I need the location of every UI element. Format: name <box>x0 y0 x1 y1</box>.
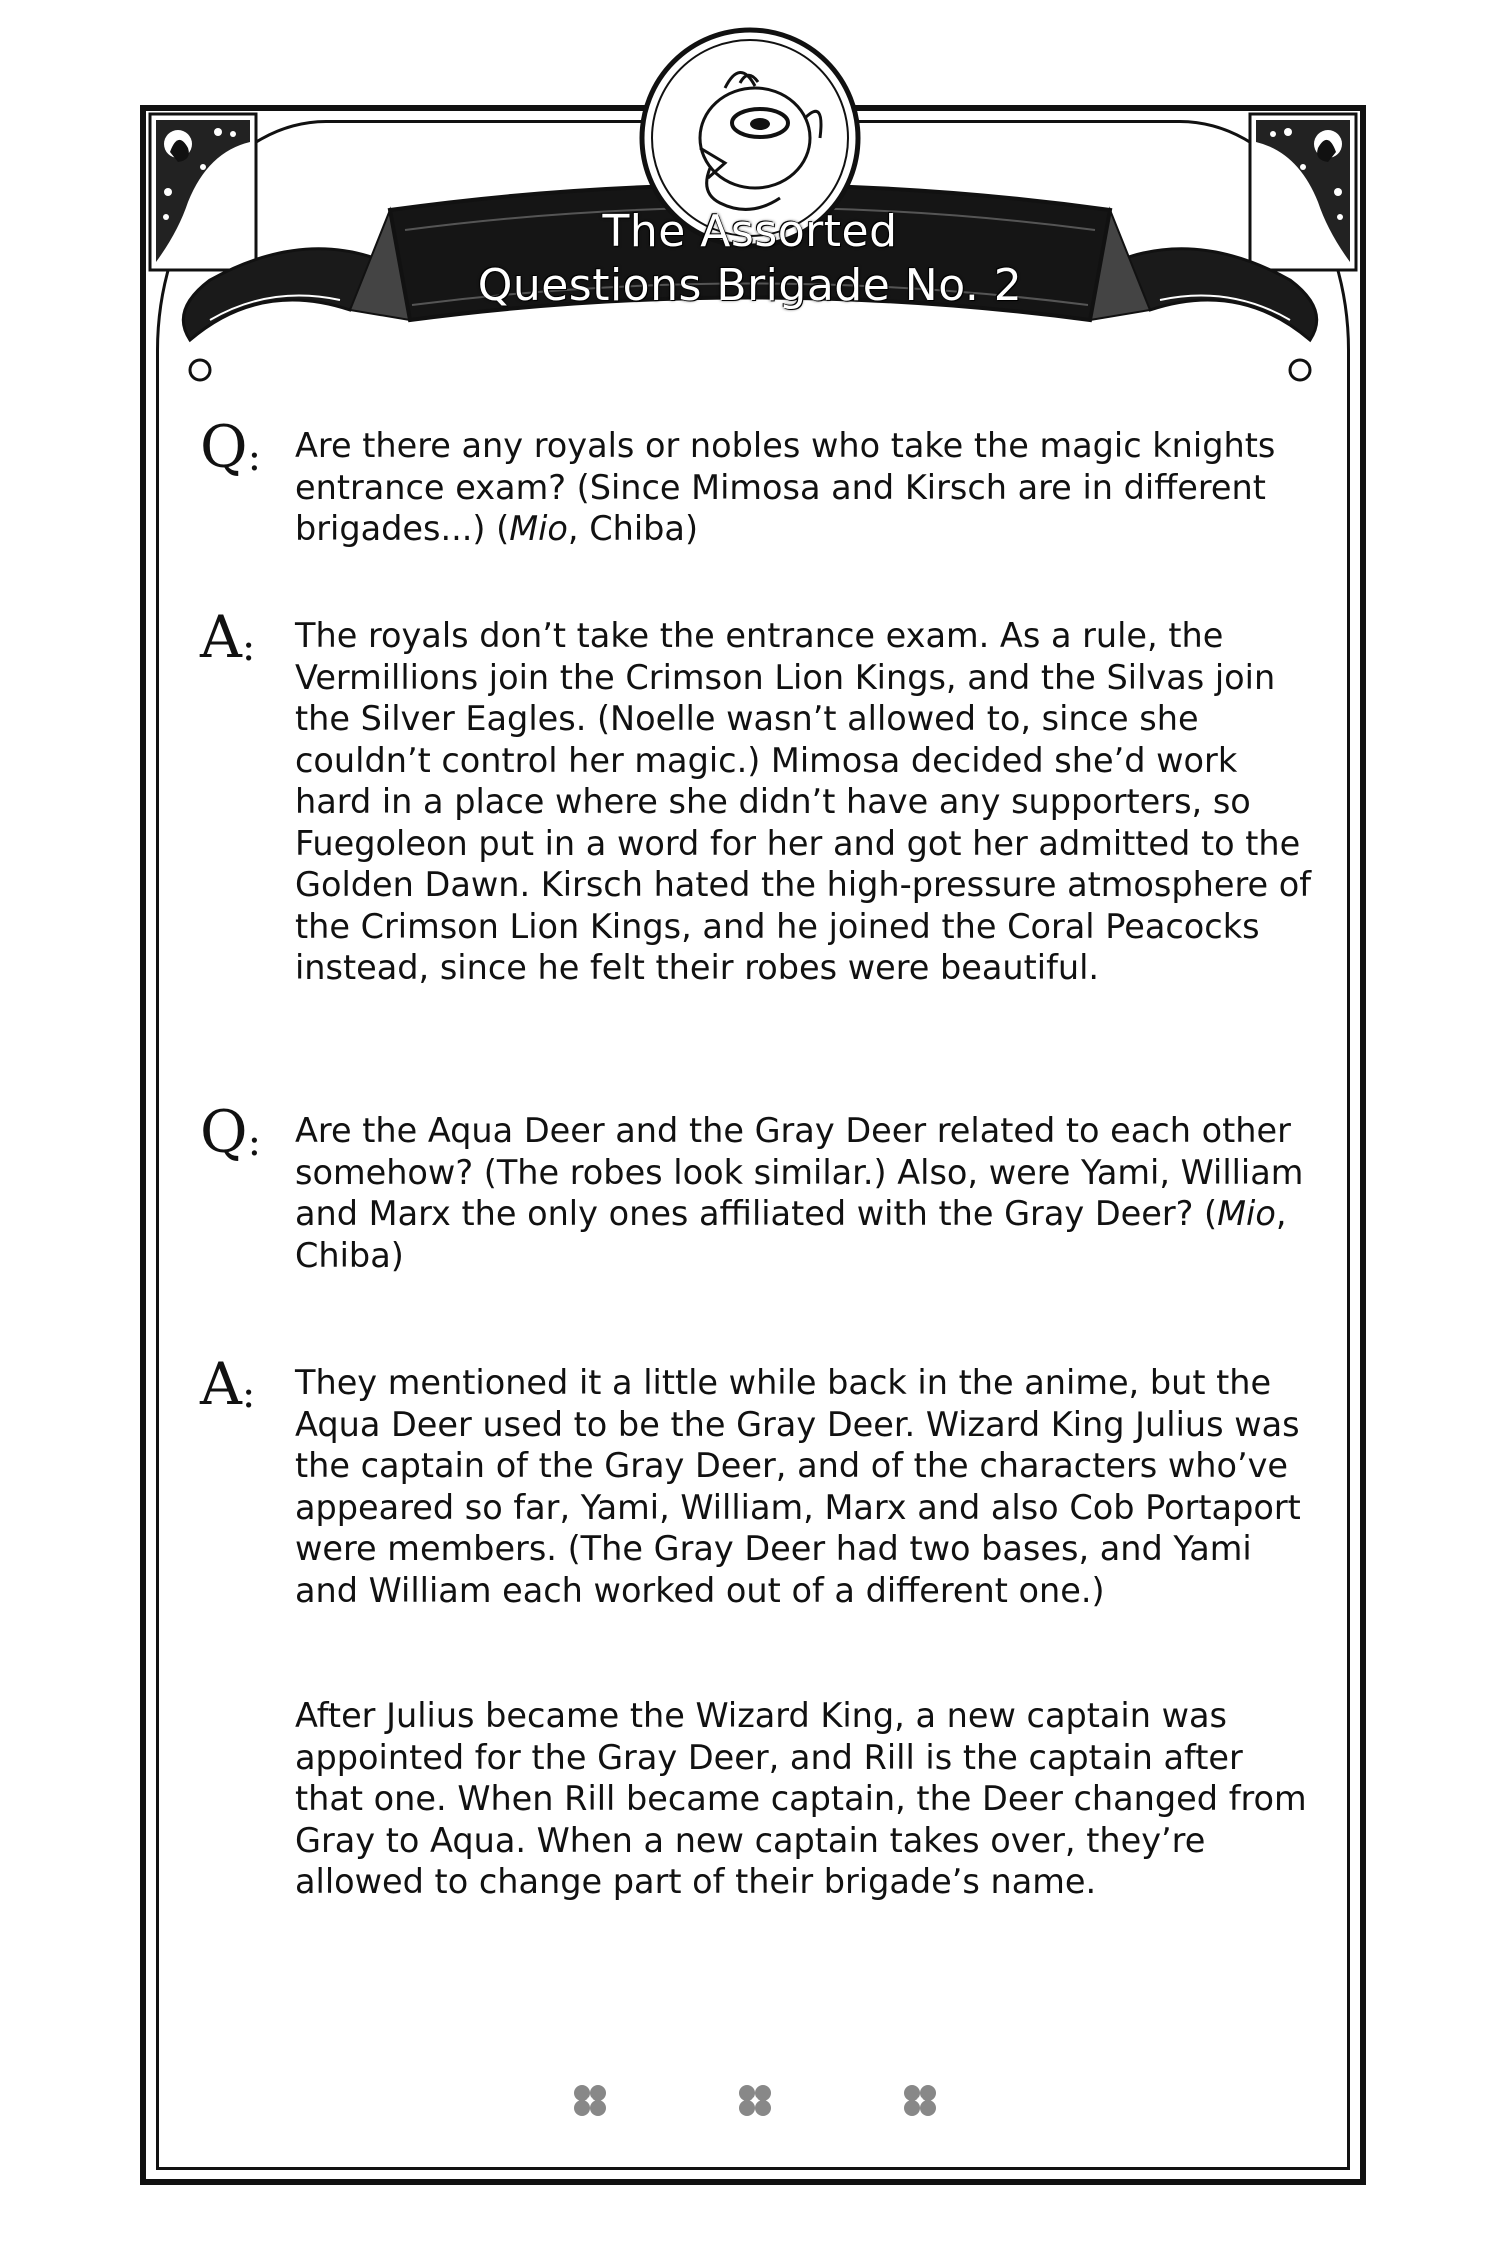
answer-text-2-paragraph-2: After Julius became the Wizard King, a new captain was appointed for the Gray Deer, and Rill is the captain after that one. When Rill became captain, the Deer changed from Gray to Aqua. When a new captain takes over, they’re allowed to change part of their brigade’s name. <box>295 1696 1307 1901</box>
page-title <box>390 205 1110 313</box>
answer-block-2 <box>200 1350 1320 1611</box>
answer-text-2: They mentioned it a little while back in the anime, but the Aqua Deer used to be the Gray Deer. Wizard King Julius was the captain of the Gray Deer, and of the characters who’ve appeared so far, Yami, William, Marx and also Cob Portaport were members. (The Gray Deer had two bases, and Yami and William each worked out of a different one.) <box>295 1363 1301 1610</box>
question-marker: Q: <box>200 413 262 481</box>
clover-icon <box>574 2085 606 2116</box>
questioner-name: Mio <box>509 509 568 548</box>
answer-block-2-continued <box>200 1695 1320 1903</box>
answer-marker: A: <box>200 1350 256 1418</box>
clover-icon <box>904 2085 936 2116</box>
answer-marker: A: <box>200 603 256 671</box>
question-block-1 <box>200 413 1320 550</box>
answer-block-1 <box>200 603 1320 989</box>
page-title-line-2: Questions Brigade No. 2 <box>477 260 1023 311</box>
answer-text-1: The royals don’t take the entrance exam. As a rule, the Vermillions join the Crimson Lion Kings, and the Silvas join the Silver Eagles. (Noelle wasn’t allowed to, since she couldn’t control her magic.) Mimosa decided she’d work hard in a place where she didn’t have any supporters, so Fuegoleon put in a word for her and got her admitted to the Golden Dawn. Kirsch hated the high-pressure atmosphere of the Crimson Lion Kings, and he joined the Coral Peacocks instead, since he felt their robes were beautiful. <box>295 616 1312 987</box>
page-title-line-1: The Assorted <box>602 206 898 257</box>
clover-icon <box>739 2085 771 2116</box>
clover-divider <box>560 2075 960 2125</box>
question-text-2: Are the Aqua Deer and the Gray Deer related to each other somehow? (The robes look similar.) Also, were Yami, William and Marx the only ones affiliated with the Gray Deer? (Mio, Chiba) <box>295 1111 1304 1275</box>
question-text-1: Are there any royals or nobles who take the magic knights entrance exam? (Since Mimosa and Kirsch are in different brigades...) (Mio, Chiba) <box>295 426 1276 548</box>
questioner-name: Mio <box>1217 1194 1276 1233</box>
question-block-2 <box>200 1098 1320 1276</box>
question-marker: Q: <box>200 1098 262 1166</box>
